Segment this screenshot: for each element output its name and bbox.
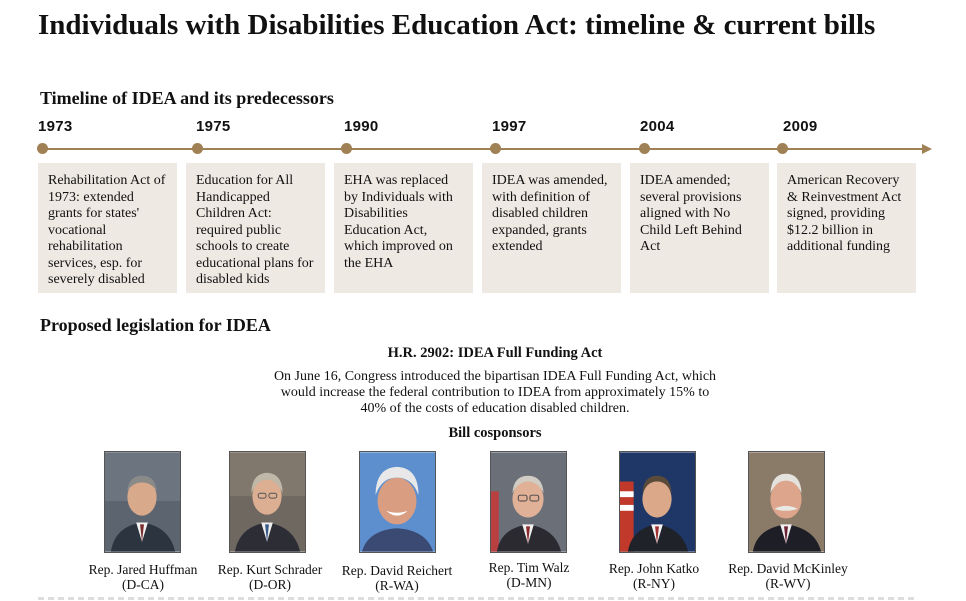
cosponsor-party: (R-WV) xyxy=(765,576,811,591)
bill-description: On June 16, Congress introduced the bipartisan IDEA Full Funding Act, which would increase the federal contribution to IDEA from approximately 15% to 40% of the costs of education disabled children. xyxy=(273,369,717,416)
footer-divider xyxy=(38,597,918,600)
cosponsor-portrait xyxy=(229,451,306,553)
cosponsor-portrait xyxy=(748,451,825,553)
timeline-event-2004: IDEA amended; several provisions aligned with No Child Left Behind Act xyxy=(630,163,769,293)
cosponsor-portrait xyxy=(619,451,696,553)
timeline-dot xyxy=(490,143,501,154)
cosponsor-party: (D-CA) xyxy=(122,577,164,592)
timeline-year-1997: 1997 xyxy=(492,118,527,135)
cosponsor-name: Rep. Jared Huffman xyxy=(88,562,198,577)
timeline-heading: Timeline of IDEA and its predecessors xyxy=(40,88,334,108)
portrait-image xyxy=(105,452,180,552)
cosponsor-party: (D-OR) xyxy=(249,577,291,592)
bill-title: H.R. 2902: IDEA Full Funding Act xyxy=(387,345,603,361)
cosponsor-name: Rep. Kurt Schrader xyxy=(217,562,323,577)
timeline-dot xyxy=(192,143,203,154)
cosponsors-heading: Bill cosponsors xyxy=(448,425,542,441)
cosponsor-party: (D-MN) xyxy=(506,575,552,590)
timeline-year-2004: 2004 xyxy=(640,118,675,135)
legislation-heading: Proposed legislation for IDEA xyxy=(40,315,271,335)
cosponsor-portrait xyxy=(104,451,181,553)
timeline-event-1975: Education for All Handicapped Children Act: required public schools to create educational plans for disabled kids xyxy=(186,163,325,293)
portrait-image xyxy=(620,452,695,552)
timeline-dot xyxy=(639,143,650,154)
timeline-arrow-icon xyxy=(922,144,932,154)
cosponsor-portrait xyxy=(359,451,436,553)
timeline-year-1975: 1975 xyxy=(196,118,231,135)
timeline-event-2009: American Recovery & Reinvestment Act signed, providing $12.2 billion in additional funding xyxy=(777,163,916,293)
timeline-dot xyxy=(37,143,48,154)
portrait-image xyxy=(749,452,824,552)
timeline-event-1973: Rehabilitation Act of 1973: extended grants for states' vocational rehabilitation services, esp. for severely disabled xyxy=(38,163,177,293)
timeline-year-1973: 1973 xyxy=(38,118,73,135)
cosponsor-mckinley xyxy=(708,561,868,591)
portrait-image xyxy=(491,452,566,552)
cosponsor-name: Rep. David McKinley xyxy=(728,561,848,576)
portrait-image xyxy=(360,452,435,552)
cosponsor-party: (R-NY) xyxy=(633,576,675,591)
page-title: Individuals with Disabilities Education Act: timeline & current bills xyxy=(38,9,876,41)
cosponsor-party: (R-WA) xyxy=(375,578,419,593)
cosponsor-name: Rep. Tim Walz xyxy=(488,560,570,575)
cosponsor-portrait xyxy=(490,451,567,553)
timeline-dot xyxy=(341,143,352,154)
portrait-image xyxy=(230,452,305,552)
timeline-event-1997: IDEA was amended, with definition of disabled children expanded, grants extended xyxy=(482,163,621,293)
cosponsor-name: Rep. John Katko xyxy=(608,561,700,576)
timeline-year-1990: 1990 xyxy=(344,118,379,135)
timeline-line xyxy=(40,148,925,150)
cosponsor-name: Rep. David Reichert xyxy=(341,563,453,578)
timeline-dot xyxy=(777,143,788,154)
timeline-event-1990: EHA was replaced by Individuals with Disabilities Education Act, which improved on the EHA xyxy=(334,163,473,293)
timeline-year-2009: 2009 xyxy=(783,118,818,135)
